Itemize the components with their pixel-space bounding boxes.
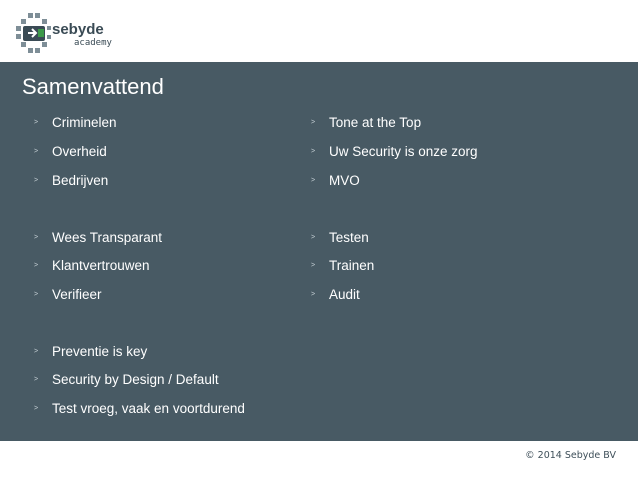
- list-item-label: Testen: [329, 230, 369, 245]
- logo-sub-text: academy: [74, 38, 112, 48]
- slide-title: Samenvattend: [22, 74, 164, 99]
- bullet-arrow-icon: >: [311, 262, 316, 269]
- list-item-label: Security by Design / Default: [52, 372, 219, 387]
- bullet-arrow-icon: >: [34, 177, 39, 184]
- list-item-label: Criminelen: [52, 115, 117, 130]
- list-item-label: Trainen: [329, 258, 375, 273]
- bullet-arrow-icon: >: [34, 119, 39, 126]
- list-item-label: Verifieer: [52, 287, 102, 302]
- bullet-arrow-icon: >: [311, 148, 316, 155]
- logo-brand-text: sebyde: [52, 21, 104, 38]
- bullet-arrow-icon: >: [311, 291, 316, 298]
- list-item-label: Test vroeg, vaak en voortdurend: [52, 401, 245, 416]
- bullet-arrow-icon: >: [34, 291, 39, 298]
- bullet-arrow-icon: >: [34, 262, 39, 269]
- bullet-arrow-icon: >: [34, 376, 39, 383]
- sebyde-academy-logo: [14, 12, 124, 56]
- sebyde-emblem-icon: [14, 12, 54, 56]
- bullet-arrow-icon: >: [34, 405, 39, 412]
- bullet-arrow-icon: >: [34, 234, 39, 241]
- bullet-arrow-icon: >: [311, 234, 316, 241]
- list-item-label: Overheid: [52, 144, 107, 159]
- list-item-label: Bedrijven: [52, 173, 109, 188]
- list-item-label: Klantvertrouwen: [52, 258, 150, 273]
- list-item-label: Preventie is key: [52, 344, 148, 359]
- list-item-label: Wees Transparant: [52, 230, 163, 245]
- content-panel: [0, 62, 638, 441]
- bullet-arrow-icon: >: [34, 148, 39, 155]
- list-item-label: MVO: [329, 173, 360, 188]
- bullet-arrow-icon: >: [311, 119, 316, 126]
- bullet-arrow-icon: >: [311, 177, 316, 184]
- list-item-label: Audit: [329, 287, 360, 302]
- list-item-label: Tone at the Top: [329, 115, 422, 130]
- bullet-arrow-icon: >: [34, 348, 39, 355]
- copyright-text: © 2014 Sebyde BV: [525, 450, 616, 461]
- list-item-label: Uw Security is onze zorg: [329, 144, 478, 159]
